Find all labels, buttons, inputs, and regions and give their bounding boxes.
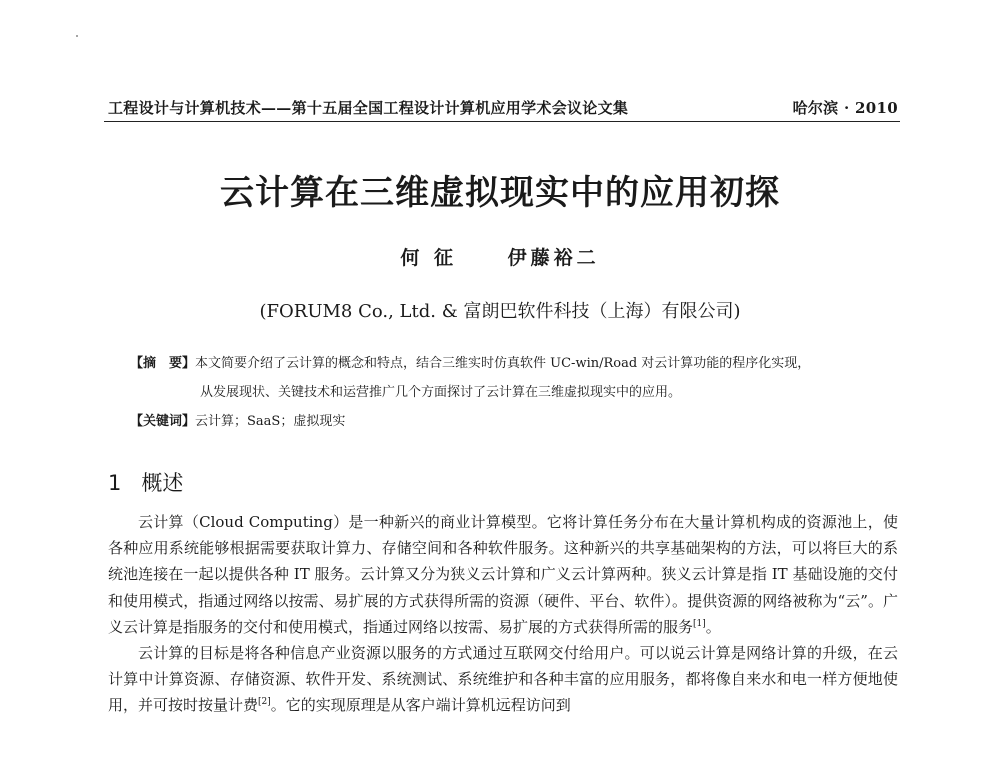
paragraph-2-text: 云计算的目标是将各种信息产业资源以服务的方式通过互联网交付给用户。可以说云计算是网络计算的升级，在云计算中计算资源、存储资源、软件开发、系统测试、系统维护和各种丰富的应用服务，都将像自来水和电一样方便地使用，并可按时按量计费 [108,644,898,715]
section-title: 概述 [141,471,184,495]
section-heading [108,467,183,497]
header-rule [104,121,900,122]
paragraph-1 [108,509,898,640]
body-text [108,509,898,719]
keywords-line [130,407,900,436]
paragraph-1-text: 云计算（Cloud Computing）是一种新兴的商业计算模型。它将计算任务分布在大量计算机构成的资源池上，使各种应用系统能够根据需要获取计算力、存储空间和各种软件服务。这种新兴的共享基础架构的方法，可以将巨大的系统池连接在一起以提供各种 IT 服务。云计算又分为狭义云计算和广义云计算两种。狭义云计算是指 IT 基础设施的交付和使用模式，指通过网络以按需、易扩展的方式获得所需的资源（硬件、平台、软件）。提供资源的网络被称为“云”。广义云计算是指服务的交付和使用模式，指通过网络以按需、易扩展的方式获得所需的服务 [108,513,898,636]
paragraph-1-end: 。 [705,617,721,636]
abstract-text-2: 从发展现状、关键技术和运营推广几个方面探讨了云计算在三维虚拟现实中的应用。 [200,385,682,400]
running-header [108,97,898,118]
abstract-text-1: 本文简要介绍了云计算的概念和特点，结合三维实时仿真软件 UC-win/Road 对云计算功能的程序化实现， [195,356,811,371]
abstract-block [130,349,900,436]
scan-speck [76,35,78,37]
citation-1: [1] [693,618,706,629]
abstract-label: 【摘 要】 [130,356,196,371]
location-year: 哈尔滨 · 2010 [792,99,898,117]
section-number: 1 [108,471,122,495]
paragraph-2 [108,640,898,719]
author-2: 伊藤裕二 [507,247,600,269]
paper-title: 云计算在三维虚拟现实中的应用初探 [220,173,780,213]
keywords-text: 云计算；SaaS；虚拟现实 [195,414,346,429]
abstract-line-1 [130,349,900,378]
affiliation: (FORUM8 Co., Ltd. & 富朗巴软件科技（上海）有限公司) [259,301,741,322]
authors [0,243,1000,270]
author-1: 何 征 [400,247,457,269]
citation-2: [2] [258,697,271,708]
paragraph-2-end: 。它的实现原理是从客户端计算机远程访问到 [270,696,571,715]
running-title: 工程设计与计算机技术——第十五届全国工程设计计算机应用学术会议论文集 [108,99,629,117]
keywords-label: 【关键词】 [130,414,196,429]
